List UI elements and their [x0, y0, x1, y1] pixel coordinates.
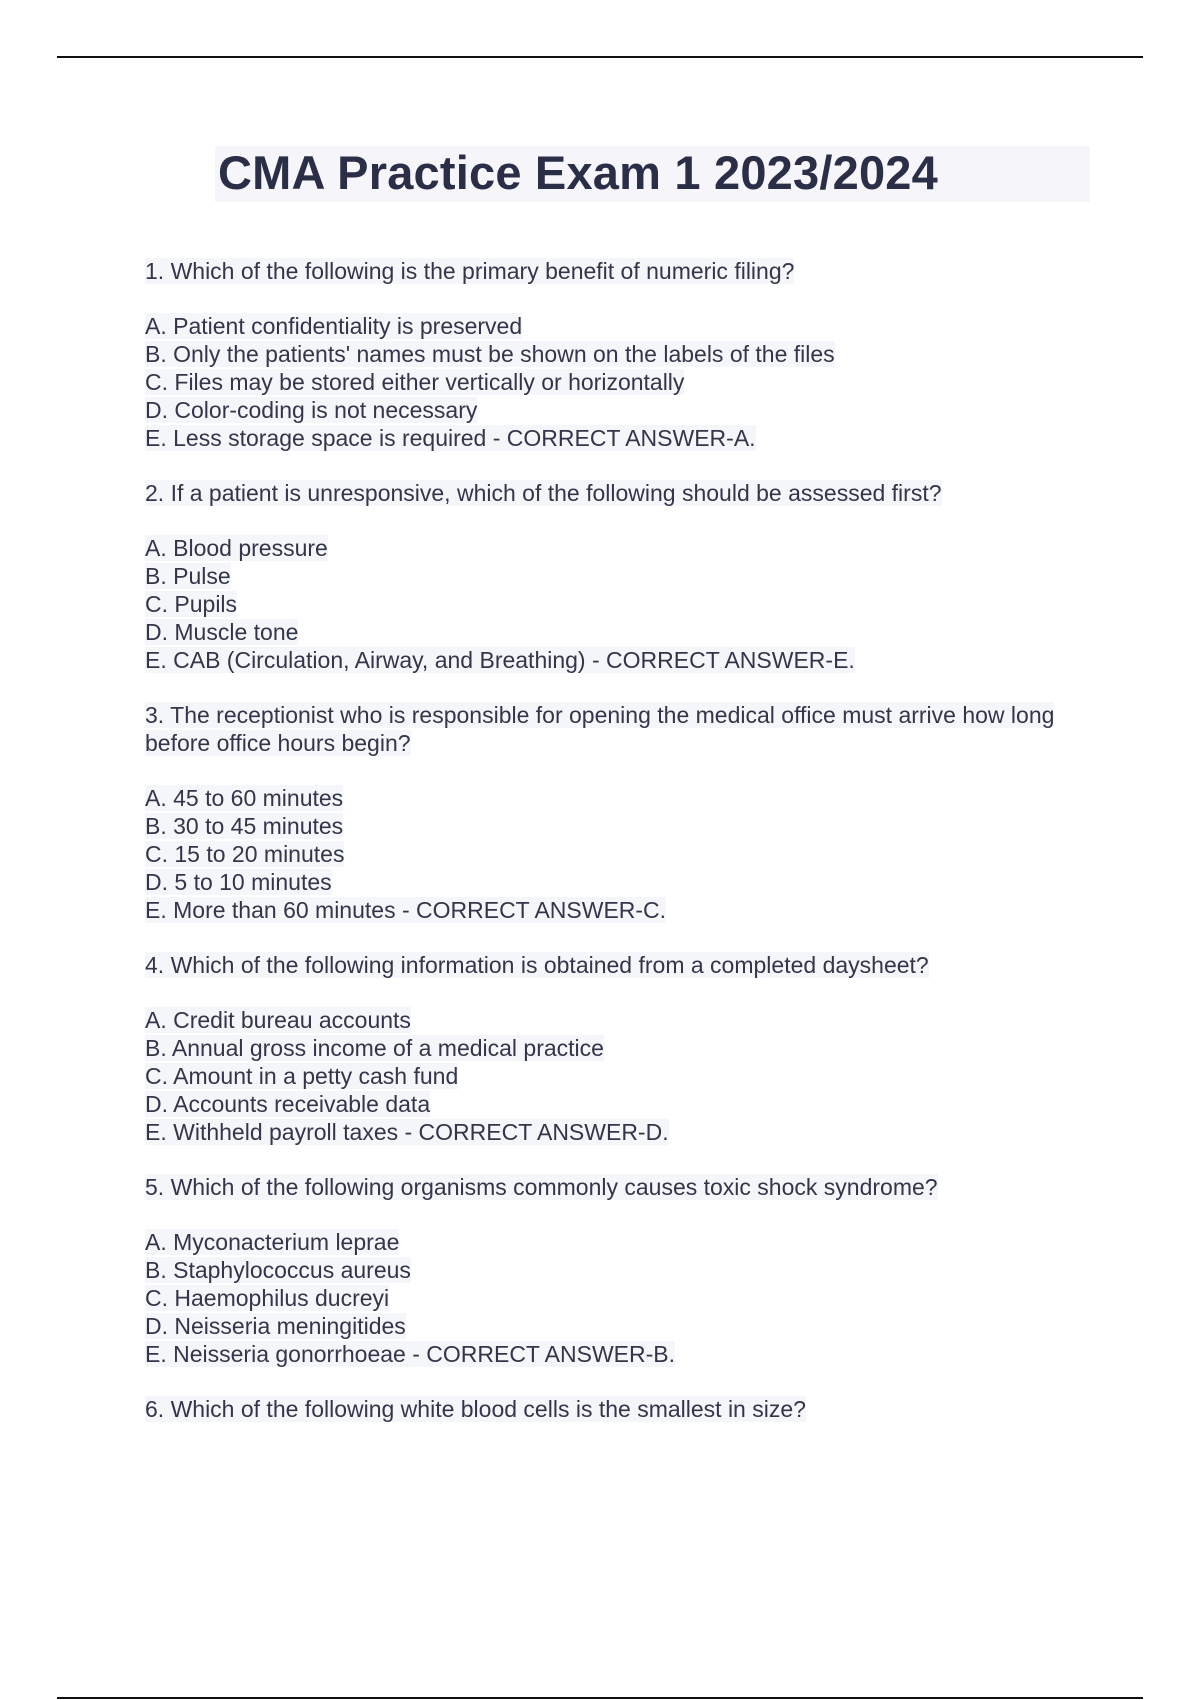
- question-2-option-d: D. Muscle tone: [145, 619, 299, 645]
- question-1-option-b: B. Only the patients' names must be shown on the labels of the files: [145, 341, 835, 367]
- question-4: [145, 951, 1080, 1146]
- question-1: [145, 257, 1080, 452]
- question-5: [145, 1173, 1080, 1368]
- question-5-option-c: C. Haemophilus ducreyi: [145, 1285, 390, 1311]
- question-list: [145, 257, 1080, 1450]
- question-1-option-c: C. Files may be stored either vertically or horizontally: [145, 369, 685, 395]
- question-3-option-d: D. 5 to 10 minutes: [145, 869, 332, 895]
- question-3: [145, 701, 1080, 924]
- question-5-option-a: A. Myconacterium leprae: [145, 1229, 400, 1255]
- question-3-options: [145, 784, 1080, 924]
- question-6-text: 6. Which of the following white blood cells is the smallest in size?: [145, 1396, 806, 1422]
- question-1-options: [145, 312, 1080, 452]
- question-3-option-b: B. 30 to 45 minutes: [145, 813, 344, 839]
- question-4-option-e: E. Withheld payroll taxes - CORRECT ANSWER-D.: [145, 1119, 669, 1145]
- question-1-option-a: A. Patient confidentiality is preserved: [145, 313, 523, 339]
- question-5-option-e: E. Neisseria gonorrhoeae - CORRECT ANSWER-B.: [145, 1341, 676, 1367]
- question-1-option-d: D. Color-coding is not necessary: [145, 397, 478, 423]
- question-4-option-c: C. Amount in a petty cash fund: [145, 1063, 459, 1089]
- question-2-text: 2. If a patient is unresponsive, which of the following should be assessed first?: [145, 480, 942, 506]
- question-2-option-a: A. Blood pressure: [145, 535, 328, 561]
- question-3-text: 3. The receptionist who is responsible for opening the medical office must arrive how long before office hours begin?: [145, 702, 1055, 756]
- question-2: [145, 479, 1080, 674]
- question-3-option-a: A. 45 to 60 minutes: [145, 785, 344, 811]
- question-3-option-e: E. More than 60 minutes - CORRECT ANSWER-C.: [145, 897, 667, 923]
- question-4-options: [145, 1006, 1080, 1146]
- document-title: CMA Practice Exam 1 2023/2024: [218, 146, 938, 199]
- question-4-option-b: B. Annual gross income of a medical practice: [145, 1035, 604, 1061]
- question-4-option-a: A. Credit bureau accounts: [145, 1007, 411, 1033]
- question-2-option-e: E. CAB (Circulation, Airway, and Breathing) - CORRECT ANSWER-E.: [145, 647, 855, 673]
- question-1-option-e: E. Less storage space is required - CORRECT ANSWER-A.: [145, 425, 756, 451]
- question-4-option-d: D. Accounts receivable data: [145, 1091, 431, 1117]
- question-5-option-d: D. Neisseria meningitides: [145, 1313, 406, 1339]
- question-2-options: [145, 534, 1080, 674]
- question-2-option-b: B. Pulse: [145, 563, 231, 589]
- top-rule: [57, 56, 1143, 58]
- question-2-option-c: C. Pupils: [145, 591, 238, 617]
- question-1-text: 1. Which of the following is the primary benefit of numeric filing?: [145, 258, 795, 284]
- question-3-option-c: C. 15 to 20 minutes: [145, 841, 345, 867]
- question-5-options: [145, 1228, 1080, 1368]
- question-5-option-b: B. Staphylococcus aureus: [145, 1257, 411, 1283]
- bottom-rule: [57, 1697, 1143, 1699]
- question-5-text: 5. Which of the following organisms commonly causes toxic shock syndrome?: [145, 1174, 938, 1200]
- question-4-text: 4. Which of the following information is obtained from a completed daysheet?: [145, 952, 929, 978]
- question-6: [145, 1395, 1080, 1423]
